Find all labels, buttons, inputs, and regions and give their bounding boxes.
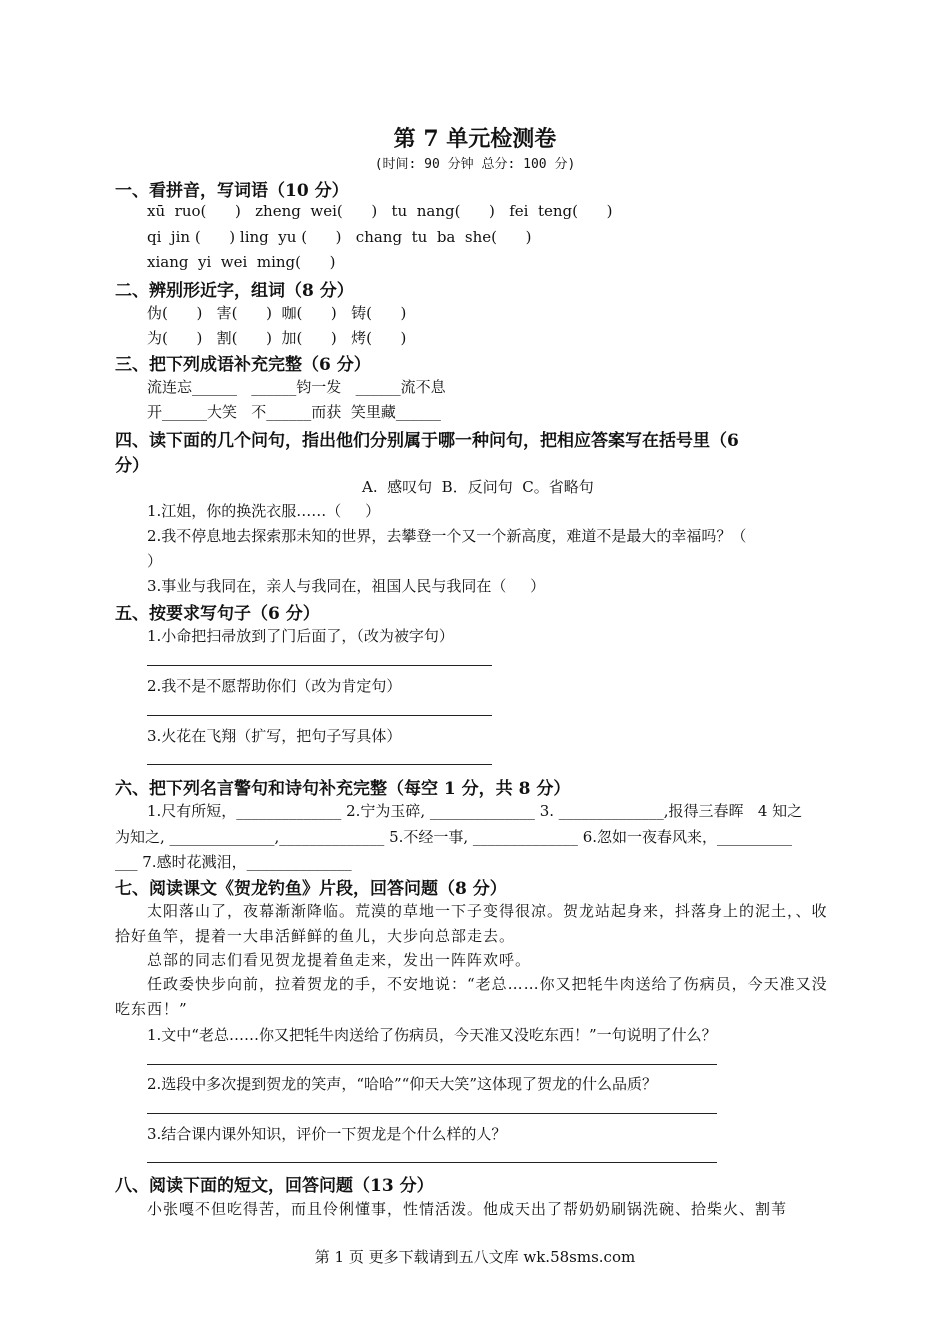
- question-item: 1.江姐，你的换洗衣服……（ ）: [147, 502, 381, 520]
- question-options: A. 感叹句 B．反问句 C。省略句: [362, 478, 594, 496]
- page-title: 第 7 单元检测卷: [393, 126, 557, 152]
- question-item: 1.文中“老总……你又把牦牛肉送给了伤病员，今天准又没吃东西！”一句说明了什么？: [147, 1026, 717, 1044]
- pinyin-line: qi jin ( ) ling yu ( ) chang tu ba she( ): [147, 228, 532, 246]
- section-6-heading: 六、把下列名言警句和诗句补充完整（每空 1 分，共 8 分）: [115, 779, 571, 799]
- question-item: 2.我不停息地去探索那未知的世界，去攀登一个又一个新高度，难道不是最大的幸福吗？（: [147, 527, 747, 545]
- section-2-heading: 二、辨别形近字，组词（8 分）: [115, 281, 354, 301]
- reading-paragraph: 太阳落山了，夜幕渐渐降临。荒漠的草地一下子变得很凉。贺龙站起身来，抖落身上的泥土，、收拾好鱼竿，提着一大串活鲜鲜的鱼儿，大步向总部走去。: [115, 902, 828, 945]
- section-8-heading: 八、阅读下面的短文，回答问题（13 分）: [115, 1176, 434, 1196]
- exam-info: (时间: 90 分钟 总分: 100 分): [374, 157, 576, 172]
- question-item: 1.小命把扫帚放到了门后面了，（改为被字句）: [147, 627, 454, 645]
- question-item: 3.火花在飞翔（扩写，把句子写具体）: [147, 727, 402, 745]
- section-1-heading: 一、看拼音，写词语（10 分）: [115, 181, 349, 201]
- fill-line: ___ 7.感时花溅泪，______________: [115, 853, 352, 871]
- question-item: 2.我不是不愿帮助你们（改为肯定句）: [147, 677, 402, 695]
- char-line: 为( ) 割( ) 加( ) 烤( ): [147, 329, 407, 347]
- question-item: 3.事业与我同在，亲人与我同在，祖国人民与我同在（ ）: [147, 577, 546, 595]
- fill-line: 1.尺有所短，______________ 2.宁为玉碎, ______________ 3. ______________,报得三春晖 4 知之: [147, 802, 803, 820]
- section-5-heading: 五、按要求写句子（6 分）: [115, 604, 320, 624]
- section-3-heading: 三、把下列成语补充完整（6 分）: [115, 355, 371, 375]
- char-line: 伪( ) 害( ) 咖( ) 铸( ): [147, 304, 407, 322]
- question-item-cont: ）: [147, 552, 163, 570]
- answer-line[interactable]: [147, 1113, 717, 1114]
- answer-line[interactable]: [147, 1162, 717, 1163]
- fill-line: 为知之, ______________,______________ 5.不经一事, ______________ 6.忽如一夜春风来，__________: [115, 828, 793, 846]
- question-item: 3.结合课内课外知识，评价一下贺龙是个什么样的人？: [147, 1125, 507, 1143]
- pinyin-line: xū ruo( ) zheng wei( ) tu nang( ) fei teng( ): [147, 202, 613, 220]
- answer-line[interactable]: [147, 715, 492, 716]
- pinyin-line: xiang yi wei ming( ): [147, 253, 336, 271]
- answer-line[interactable]: [147, 764, 492, 765]
- section-4-heading: 四、读下面的几个问句，指出他们分别属于哪一种问句，把相应答案写在括号里（6: [115, 431, 739, 451]
- reading-paragraph: 总部的同志们看见贺龙提着鱼走来，发出一阵阵欢呼。: [147, 951, 532, 969]
- question-item: 2.选段中多次提到贺龙的笑声，“哈哈”“仰天大笑”这体现了贺龙的什么品质？: [147, 1075, 657, 1093]
- section-7-heading: 七、阅读课文《贺龙钓鱼》片段，回答问题（8 分）: [115, 879, 507, 899]
- reading-paragraph: 任政委快步向前，拉着贺龙的手，不安地说：“老总……你又把牦牛肉送给了伤病员，今天准又没吃东西！”: [115, 975, 828, 1018]
- idiom-line: 开______大笑 不______而获 笑里藏______: [147, 403, 441, 421]
- reading-paragraph: 小张嘎不但吃得苦，而且伶俐懂事，性情活泼。他成天出了帮奶奶刷锅洗碗、拾柴火、割苇: [147, 1200, 788, 1218]
- answer-line[interactable]: [147, 665, 492, 666]
- idiom-line: 流连忘______ ______钧一发 ______流不息: [147, 378, 446, 396]
- answer-line[interactable]: [147, 1064, 717, 1065]
- section-4-heading-cont: 分）: [115, 456, 149, 476]
- page-footer: 第 1 页 更多下载请到五八文库 wk.58sms.com: [314, 1248, 636, 1266]
